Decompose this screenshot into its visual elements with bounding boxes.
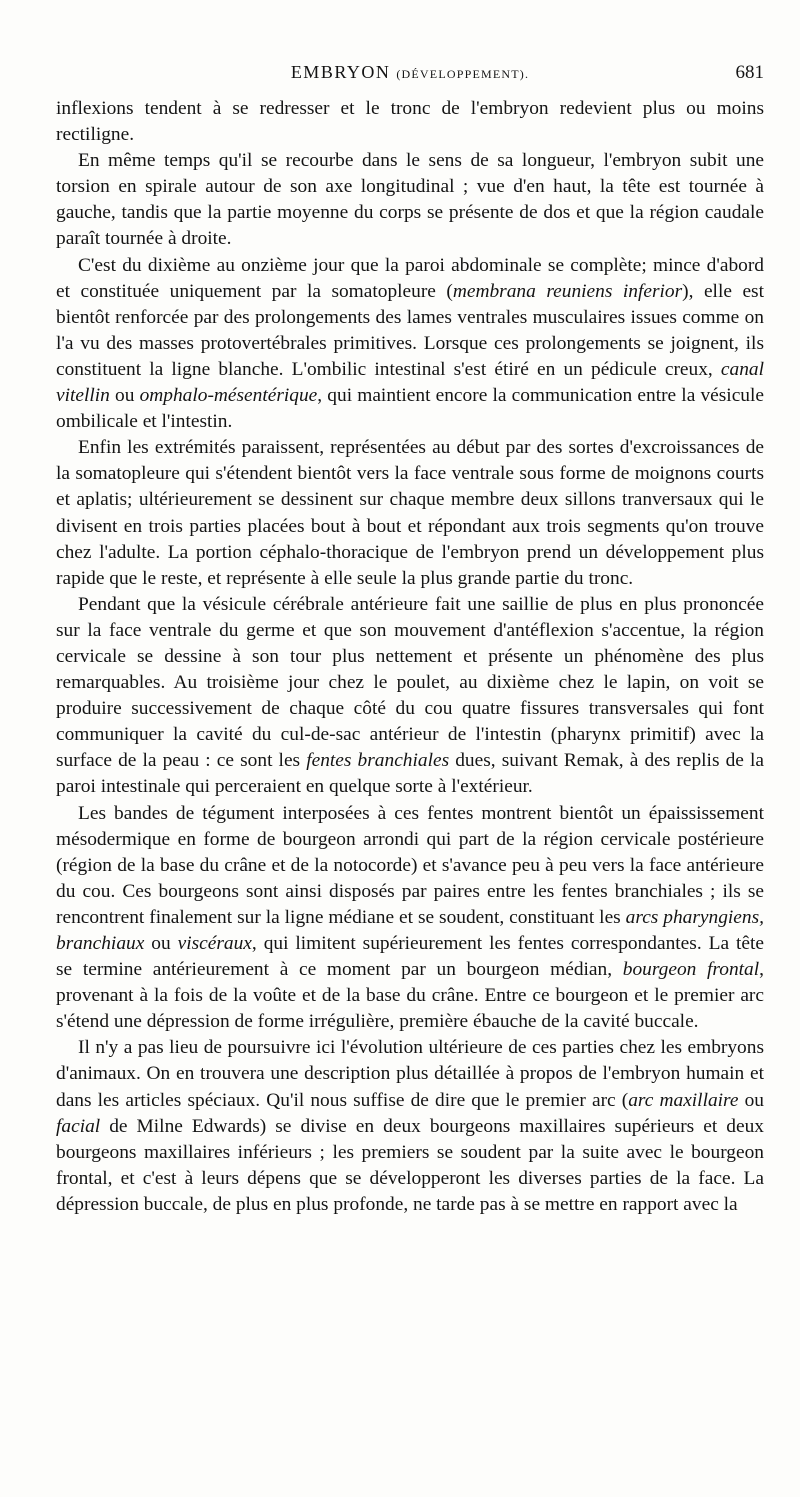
paragraph-5 — [56, 592, 764, 801]
text-run: Enfin les extrémités paraissent, représentées au début par des sortes d'excroissances de la somatopleure qui s'étendent bientôt vers la face ventrale sous forme de moignons courts et aplatis; ultérieurement se dessinent sur chaque membre deux sillons tranversaux qui le divisent en trois parties placées bout à bout et répondant aux trois segments qu'on trouve chez l'adulte. La portion céphalo-thoracique de l'embryon prend un développement plus rapide que le reste, et représente à elle seule la plus grande partie du tronc. — [56, 437, 764, 589]
italic-term: facial — [56, 1115, 101, 1137]
italic-term: canal vitellin — [56, 358, 764, 407]
italic-term: fentes branchiales — [306, 750, 450, 772]
text-run: , provenant à la fois de la voûte et de la base du crâne. Entre ce bourgeon et le premier arc s'étend une dépression de forme irrégulière, première ébauche de la cavité buccale. — [56, 959, 764, 1033]
text-run: ou — [144, 933, 178, 954]
paragraph-1 — [56, 96, 764, 148]
text-run: C'est du dixième au onzième jour que la paroi abdominale se complète; mince d'abord et constituée uniquement par la somatopleure ( — [56, 254, 764, 302]
header-subtitle: (DÉVELOPPEMENT). — [396, 67, 530, 81]
text-run: , qui maintient encore la communication entre la vésicule ombilicale et l'intestin. — [56, 385, 764, 433]
page-number: 681 — [735, 62, 764, 83]
text-run: ), elle est bientôt renforcée par des prolongements des lames ventrales musculaires issues comme on l'a vu des masses protovertébrales primitives. Lorsque ces prolongements se joignent, ils constituent la ligne blanche. L'ombilic intestinal s'est étiré en un pédicule creux, — [56, 280, 764, 380]
running-header — [56, 62, 764, 92]
text-run: inflexions tendent à se redresser et le tronc de l'embryon redevient plus ou moins rectiligne. — [56, 98, 764, 146]
italic-term: viscéraux — [177, 933, 252, 954]
text-run: Pendant que la vésicule cérébrale antérieure fait une saillie de plus en plus prononcée sur la face ventrale du germe et que son mouvement d'antéflexion s'accentue, la région cervicale se dessine à son tour plus nettement et présente un phénomène des plus remarquables. Au troisième jour chez le poulet, au dixième chez le lapin, on voit se produire successivement de chaque côté du cou quatre fissures transversales qui font communiquer la cavité du cul-de-sac antérieur de l'intestin (pharynx primitif) avec la surface de la peau : ce sont les — [56, 593, 764, 772]
paragraph-3 — [56, 253, 764, 436]
text-run: de Milne Edwards) se divise en deux bourgeons maxillaires supérieurs et deux bourgeons maxillaires inférieurs ; les premiers se soudent par la suite avec le bourgeon frontal, et c'est à leurs dépens que se développeront les diverses parties de la face. La dépression buccale, de plus en plus profonde, ne tarde pas à se mettre en rapport avec la — [56, 1115, 764, 1215]
paragraph-4 — [56, 435, 764, 592]
text-run: ou — [738, 1089, 765, 1111]
text-run: dues, suivant Remak, à des replis de la paroi intestinale qui perceraient en quelque sorte à l'extérieur. — [56, 750, 765, 798]
italic-term: membrana reuniens inferior — [452, 280, 683, 302]
body-text — [56, 96, 764, 1218]
paragraph-2 — [56, 148, 764, 252]
paragraph-7 — [56, 1035, 764, 1218]
text-run: , qui limitent supérieurement les fentes correspondantes. La tête se termine antérieurement à ce moment par un bourgeon médian, — [56, 933, 765, 981]
italic-term: arcs pharyngiens, branchiaux — [56, 906, 765, 954]
italic-term: omphalo-mésentérique — [139, 385, 318, 407]
text-run: Les bandes de tégument interposées à ces fentes montrent bientôt un épaississement mésodermique en forme de bourgeon arrondi qui part de la région cervicale postérieure (région de la base du crâne et de la notocorde) et s'avance peu à peu vers la face antérieure du cou. Ces bourgeons sont ainsi disposés par paires entre les fentes branchiales ; ils se rencontrent finalement sur la ligne médiane et se soudent, constituant les — [56, 802, 764, 928]
text-run: ou — [109, 385, 140, 407]
text-run: Il n'y a pas lieu de poursuivre ici l'évolution ultérieure de ces parties chez les embryons d'animaux. On en trouvera une description plus détaillée à propos de l'embryon humain et dans les articles spéciaux. Qu'il nous suffise de dire que le premier arc ( — [56, 1037, 764, 1111]
text-run: En même temps qu'il se recourbe dans le sens de sa longueur, l'embryon subit une torsion en spirale autour de son axe longitudinal ; vue d'en haut, la tête est tournée à gauche, tandis que la partie moyenne du corps se présente de dos et que la région caudale paraît tournée à droite. — [56, 150, 764, 250]
paragraph-6 — [56, 801, 764, 1036]
header-title: EMBRYON — [290, 62, 391, 82]
italic-term: arc maxillaire — [628, 1089, 739, 1111]
running-title — [56, 62, 764, 83]
italic-term: bourgeon frontal — [622, 959, 760, 981]
